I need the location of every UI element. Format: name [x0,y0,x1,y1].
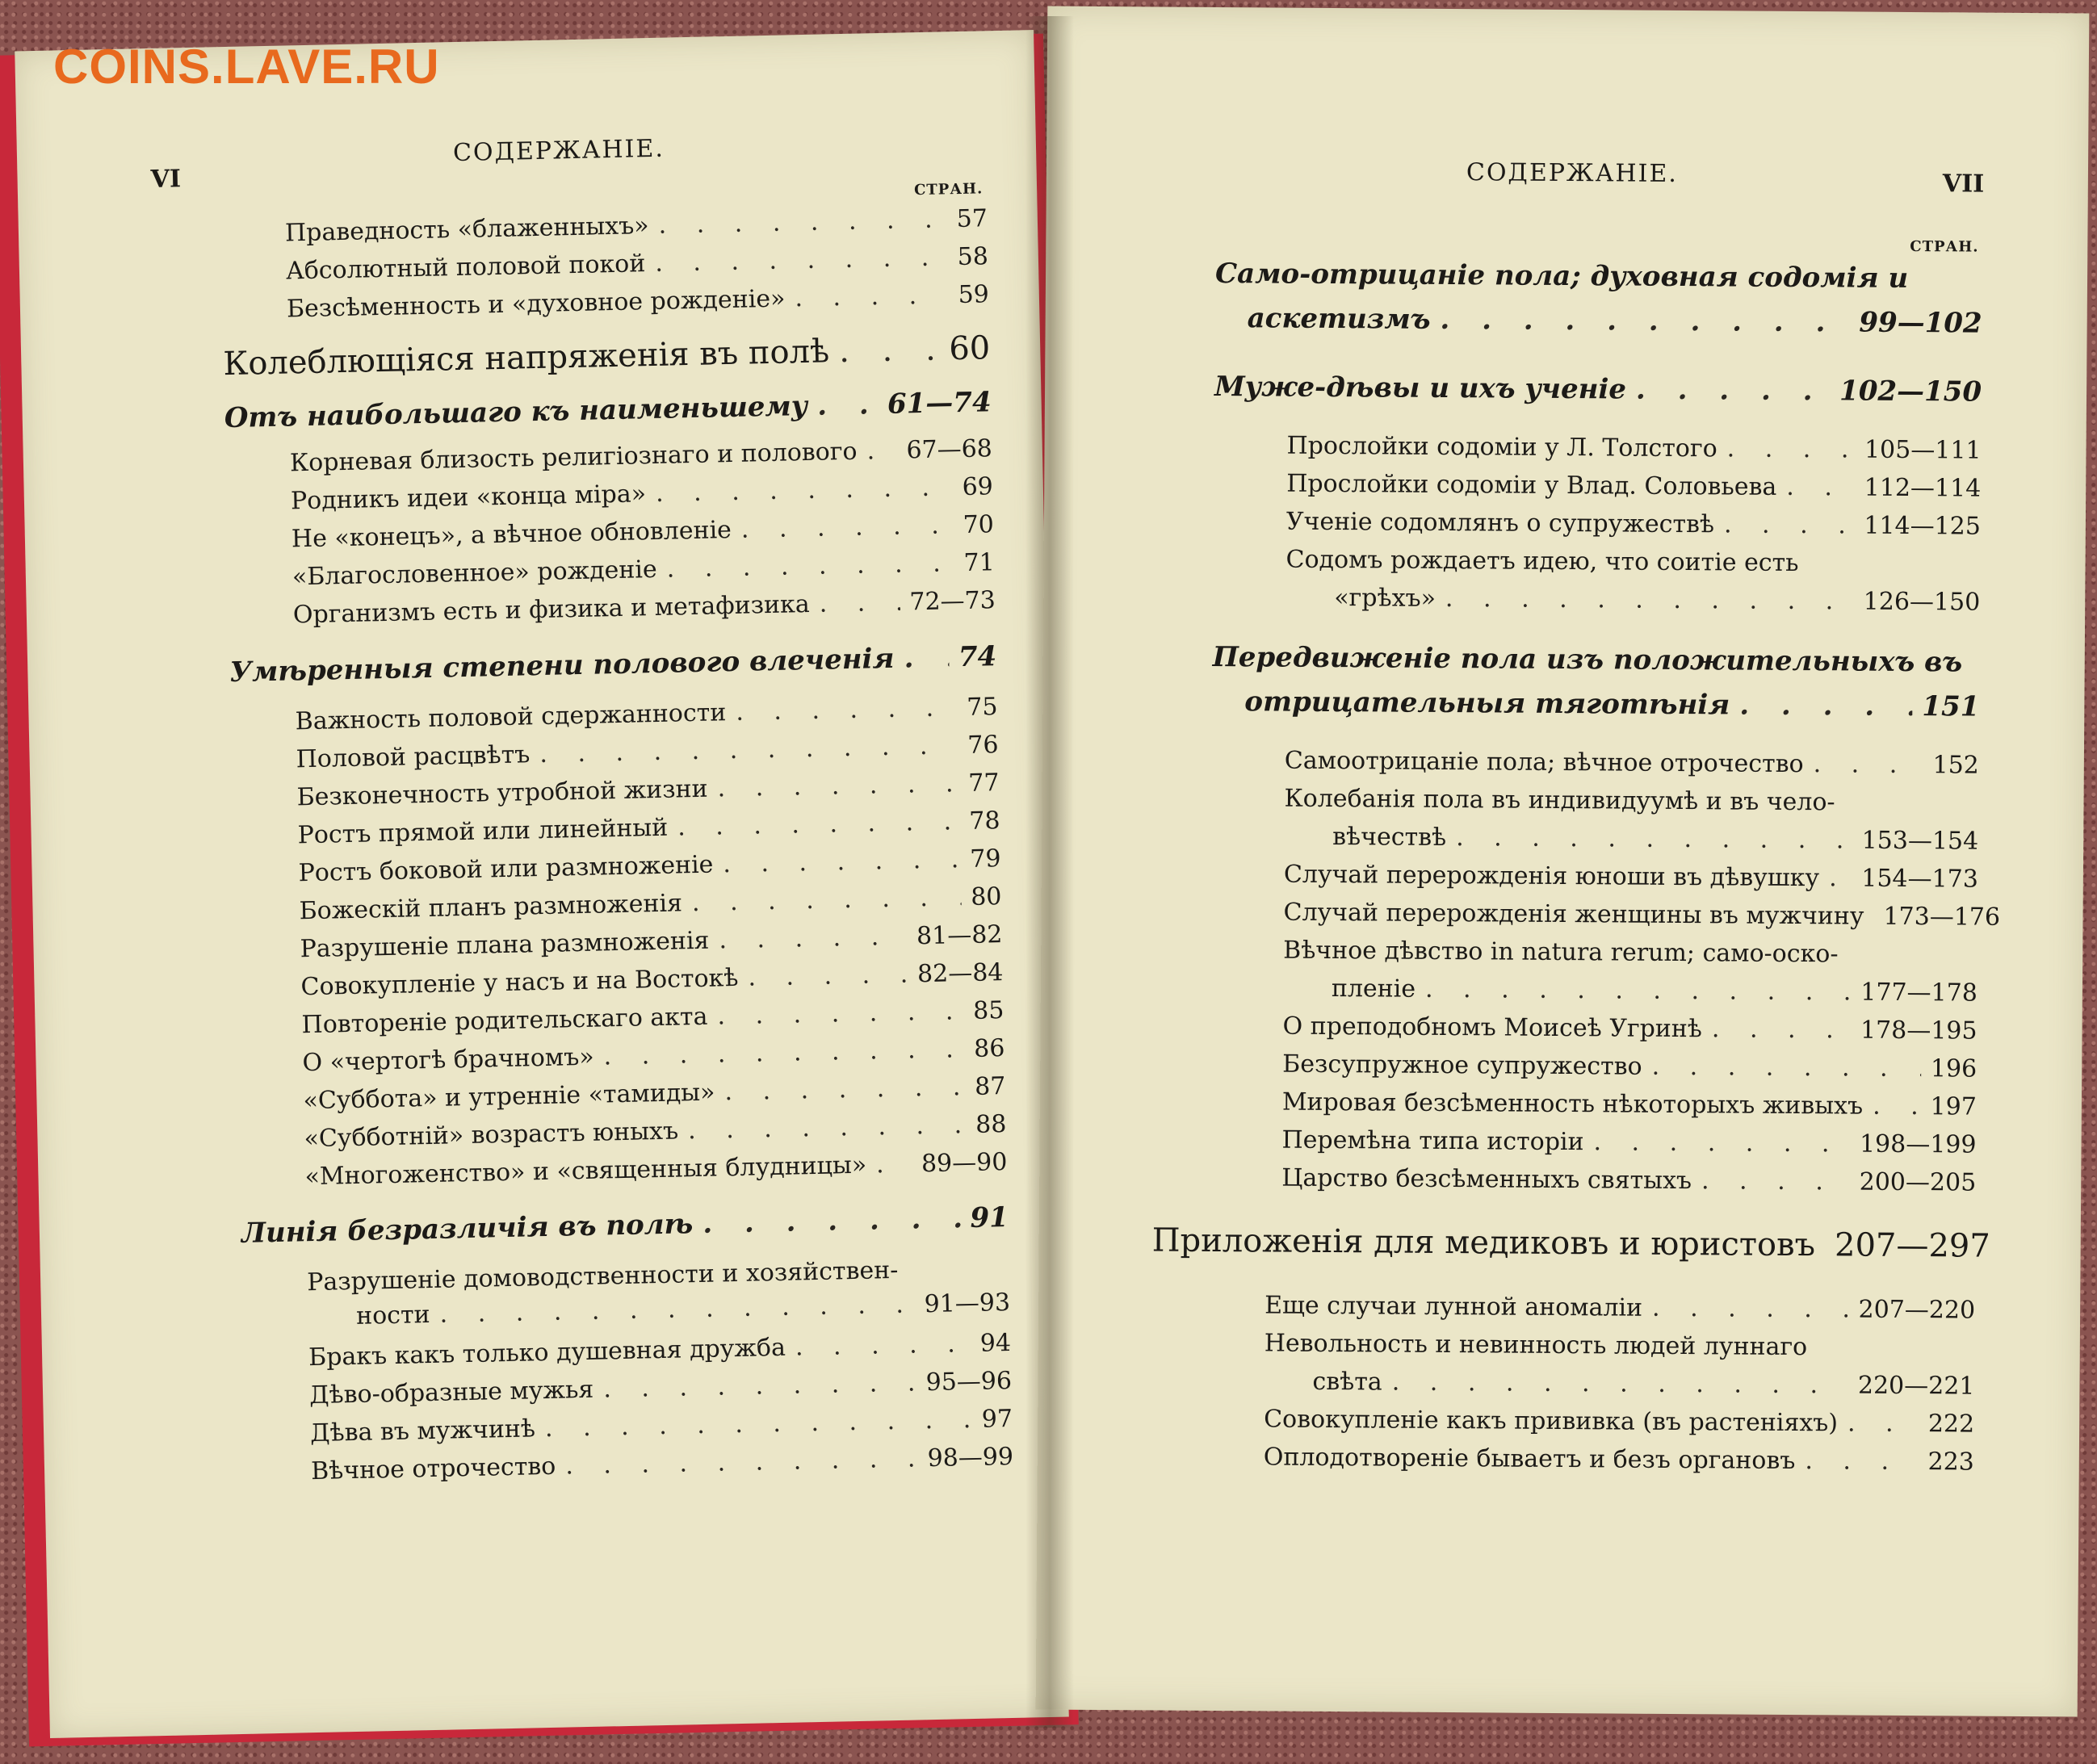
toc-entry: Мировая безсѣменность нѣкоторыхъ живыхъ . . . 197 [1282,1088,1977,1121]
toc-entry: Дѣво-образные мужья . . . 95—96 [309,1367,1013,1410]
toc-entry: Божескій планъ размноженія . . . 80 [299,882,1002,925]
toc-section-line: Само-отрицаніе пола; духовная содомія и [1214,257,1909,295]
toc-entry: вѣчествѣ . . . 153—154 [1332,823,1978,856]
toc-entry: Половой расцвѣтъ . . . 76 [296,731,999,773]
left-folio: VI [150,165,182,194]
toc-entry: Абсолютный половой покой . . . 58 [286,242,989,285]
toc-entry-line: Вѣчное дѣвство in natura rerum; само-оско- [1283,936,1839,969]
toc-section-line: Передвиженіе пола изъ положительныхъ въ [1212,640,1963,679]
toc-section: Линія безразличія въ полѣ . . . 91 [241,1201,1009,1250]
toc-entry: Разрушеніе плана размноженія . . . 81—82 [300,920,1003,963]
toc-section: Муже-дѣвы и ихъ ученіе . . . 102—150 [1214,371,1982,409]
toc-entry: Оплодотвореніе бываетъ и безъ органовъ . . . 223 [1264,1443,1974,1476]
toc-entry-line: Содомъ рождаетъ идею, что соитіе есть [1285,545,1799,578]
toc-entry-line: Колебанія пола въ индивидуумѣ и въ чело- [1284,784,1835,817]
toc-entry: Самоотрицаніе пола; вѣчное отрочество . . . 152 [1285,747,1979,780]
toc-entry-line: Невольность и невинность людей луннаго [1264,1329,1808,1362]
toc-entry: «Субботній» возрастъ юныхъ . . . 88 [304,1110,1007,1153]
toc-entry: Родникъ идеи «конца міра» . . . 69 [291,472,994,515]
toc-section: Умѣренныя степени полового влеченія . . . 74 [229,640,997,689]
toc-entry: Случай перерожденія женщины въ мужчину . . . 173—176 [1283,899,1977,932]
toc-entry: Не «конецъ», а вѣчное обновленіе . . . 70 [291,510,995,553]
right-running-head: СОДЕРЖАНІЕ. [1466,158,1678,188]
toc-entry: Праведность «блаженныхъ» . . . 57 [285,204,988,247]
toc-entry: Ученіе содомлянъ о супружествѣ . . . 114—125 [1286,508,1981,541]
toc-entry: Ростъ прямой или линейный . . . 78 [297,807,1000,849]
toc-entry: пленіе . . . 177—178 [1332,974,1977,1008]
toc-section: Отъ наибольшаго къ наименьшему . . . 61—74 [224,386,992,434]
left-column-label: СТРАН. [913,180,983,199]
toc-entry: Безсѣменность и «духовное рожденіе» . . . 59 [287,280,990,323]
right-folio: VII [1942,170,1985,199]
left-running-head: СОДЕРЖАНІЕ. [452,134,665,168]
toc-entry: Совокупленіе у насъ и на Востокѣ . . . 82—84 [300,958,1004,1001]
toc-entry: Еще случаи лунной аномаліи . . . 207—220 [1264,1291,1975,1324]
right-page [1036,6,2090,1717]
toc-entry: «грѣхъ» . . . 126—150 [1334,584,1980,617]
right-column-label: СТРАН. [1910,237,1979,256]
toc-entry: «Благословенное» рожденіе . . . 71 [292,548,996,591]
toc-entry: Корневая близость религіознаго и полового . . . 67—68 [290,434,993,477]
toc-entry: свѣта . . . 220—221 [1312,1368,1974,1401]
toc-entry: Безсупружное супружество . . . 196 [1282,1050,1977,1083]
toc-entry: О «чертогѣ брачномъ» . . . 86 [302,1034,1005,1077]
toc-entry: «Многоженство» и «священныя блудницы» . . . 89—90 [304,1148,1008,1191]
toc-entry: «Суббота» и утренніе «тамиды» . . . 87 [303,1072,1006,1115]
toc-entry: Ростъ боковой или размноженіе . . . 79 [298,844,1001,887]
toc-entry: Важность половой сдержанности . . . 75 [295,693,998,735]
toc-entry: Бракъ какъ только душевная дружба . . . 94 [308,1329,1012,1372]
left-page [15,30,1068,1738]
watermark: COINS.LAVE.RU [53,40,440,94]
toc-entry: Дѣва въ мужчинѣ . . . 97 [310,1405,1013,1448]
book-gutter [1025,16,1074,1728]
toc-entry: Прослойки содоміи у Л. Толстого . . . 105—111 [1286,432,1981,465]
toc-entry: Повтореніе родительскаго акта . . . 85 [301,996,1004,1039]
toc-section: отрицательныя тяготѣнія . . . 151 [1244,685,1979,723]
toc-entry: Прослойки содоміи у Влад. Соловьева . . . 112—114 [1286,470,1981,503]
toc-entry: Царство безсѣменныхъ святыхъ . . . 200—205 [1281,1164,1976,1197]
toc-chapter: Колеблющіяся напряженія въ полѣ . . . 60 [223,329,991,383]
toc-entry: Перемѣна типа исторіи . . . 198—199 [1281,1126,1976,1159]
toc-entry: Безконечность утробной жизни . . . 77 [296,769,1000,811]
toc-chapter: Приложенія для медиковъ и юристовъ . . . 207—297 [1152,1221,1976,1264]
toc-entry: Случай перерожденія юноши въ дѣвушку . . . 154—173 [1284,861,1978,894]
toc-entry: ности . . . 91—93 [356,1288,1011,1330]
toc-entry: Организмъ есть и физика и метафизика . . . 72—73 [293,586,996,629]
toc-entry-line: Разрушеніе домоводственности и хозяйствен- [306,1255,899,1297]
toc-entry: Совокупленіе какъ прививка (въ растеніяхъ) . . . 222 [1264,1405,1974,1438]
toc-entry: Вѣчное отрочество . . . 98—99 [311,1443,1014,1485]
toc-section: аскетизмъ . . . 99—102 [1248,302,1982,339]
toc-entry: О преподобномъ Моисеѣ Угринѣ . . . 178—195 [1282,1012,1977,1045]
